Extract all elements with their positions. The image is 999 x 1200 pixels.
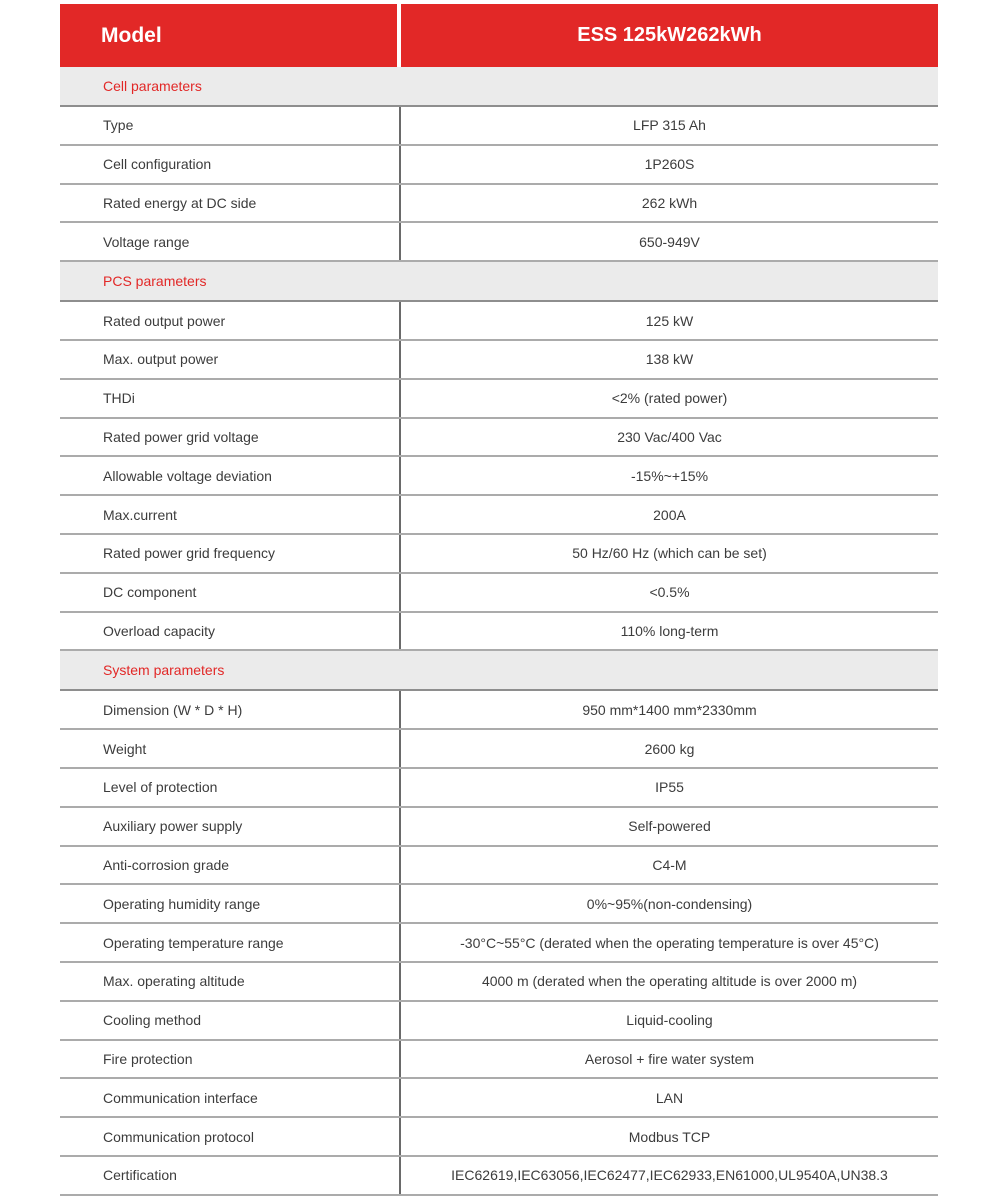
row-label: Rated power grid voltage xyxy=(103,428,259,445)
row-value-cell xyxy=(401,223,938,260)
row-label: Allowable voltage deviation xyxy=(103,467,272,484)
table-row-rated-output-power xyxy=(60,302,938,341)
row-label-cell xyxy=(60,1002,401,1039)
row-label-cell xyxy=(60,885,401,922)
row-value-cell xyxy=(401,730,938,767)
row-label: Voltage range xyxy=(103,233,190,250)
row-label-cell xyxy=(60,1118,401,1155)
row-label: Cell configuration xyxy=(103,156,212,173)
row-label: Cooling method xyxy=(103,1012,202,1029)
row-label: Max. output power xyxy=(103,351,219,368)
table-row-rated-power-grid-voltage xyxy=(60,419,938,458)
row-label-cell xyxy=(60,808,401,845)
row-value: <0.5% xyxy=(649,584,690,601)
row-value: 1P260S xyxy=(644,156,695,173)
row-label-cell xyxy=(60,419,401,456)
row-label: Anti-corrosion grade xyxy=(103,856,230,873)
row-value: -15%~+15% xyxy=(630,467,709,484)
row-value: 262 kWh xyxy=(641,194,698,211)
row-value: 4000 m (derated when the operating altitude is over 2000 m) xyxy=(481,973,858,990)
table-row-voltage-range xyxy=(60,223,938,262)
row-value-cell xyxy=(401,185,938,222)
row-label-cell xyxy=(60,963,401,1000)
header-product-name: ESS 125kW262kWh xyxy=(577,24,762,46)
row-label: Communication interface xyxy=(103,1089,258,1106)
row-label-cell xyxy=(60,1041,401,1078)
row-label-cell xyxy=(60,1157,401,1194)
header-model-label: Model xyxy=(101,23,162,47)
section-title: PCS parameters xyxy=(103,273,207,290)
row-label-cell xyxy=(60,496,401,533)
row-value: C4-M xyxy=(652,856,687,873)
table-row-communication-interface xyxy=(60,1079,938,1118)
row-value: Aerosol + fire water system xyxy=(584,1050,755,1067)
section-title: Cell parameters xyxy=(103,78,202,94)
table-row-auxiliary-power-supply xyxy=(60,808,938,847)
row-value-cell xyxy=(401,1041,938,1078)
row-value: LAN xyxy=(655,1089,684,1106)
row-value: <2% (rated power) xyxy=(611,390,728,407)
row-value: 200A xyxy=(653,506,686,523)
table-row-max-operating-altitude xyxy=(60,963,938,1002)
row-value-cell xyxy=(401,691,938,728)
row-label-cell xyxy=(60,613,401,650)
row-label: THDi xyxy=(103,390,135,407)
spec-table xyxy=(60,4,938,1196)
row-label-cell xyxy=(60,380,401,417)
row-label: Certification xyxy=(103,1167,177,1184)
row-label: Weight xyxy=(103,740,147,757)
table-body xyxy=(60,67,938,1196)
section-header-system-parameters xyxy=(60,651,938,691)
row-label-cell xyxy=(60,1079,401,1116)
table-row-operating-temperature-range xyxy=(60,924,938,963)
row-value-cell xyxy=(401,535,938,572)
row-label-cell xyxy=(60,535,401,572)
row-label: Dimension (W * D * H) xyxy=(103,701,243,718)
row-label-cell xyxy=(60,457,401,494)
row-label: Operating humidity range xyxy=(103,895,261,912)
table-header xyxy=(60,4,938,67)
row-label: Level of protection xyxy=(103,779,218,796)
row-value-cell xyxy=(401,419,938,456)
row-label-cell xyxy=(60,924,401,961)
row-value: IP55 xyxy=(655,779,684,796)
row-label-cell xyxy=(60,691,401,728)
row-value-cell xyxy=(401,613,938,650)
row-label: Operating temperature range xyxy=(103,934,284,951)
row-label-cell xyxy=(60,302,401,339)
row-value-cell xyxy=(401,146,938,183)
row-label-cell xyxy=(60,730,401,767)
row-label: Auxiliary power supply xyxy=(103,818,243,835)
section-header-cell-parameters xyxy=(60,67,938,107)
table-row-level-of-protection xyxy=(60,769,938,808)
row-value: LFP 315 Ah xyxy=(633,117,706,134)
row-value: -30°C~55°C (derated when the operating temperature is over 45°C) xyxy=(460,934,879,951)
table-row-type xyxy=(60,107,938,146)
table-row-dc-component xyxy=(60,574,938,613)
table-row-rated-power-grid-frequency xyxy=(60,535,938,574)
row-label-cell xyxy=(60,223,401,260)
row-value-cell xyxy=(401,302,938,339)
row-label: Overload capacity xyxy=(103,622,216,639)
row-label-cell xyxy=(60,146,401,183)
row-value: Self-powered xyxy=(628,818,711,835)
section-title: System parameters xyxy=(103,662,225,679)
row-label-cell xyxy=(60,341,401,378)
row-value-cell xyxy=(401,885,938,922)
row-value-cell xyxy=(401,1157,938,1194)
row-value-cell xyxy=(401,457,938,494)
row-value: IEC62619,IEC63056,IEC62477,IEC62933,EN61000,UL9540A,UN38.3 xyxy=(451,1167,888,1184)
table-row-allowable-voltage-deviation xyxy=(60,457,938,496)
row-value: Liquid-cooling xyxy=(626,1012,713,1029)
row-value: 125 kW xyxy=(645,312,694,329)
row-value: 2600 kg xyxy=(644,740,695,757)
row-label: Type xyxy=(103,117,134,134)
header-product-cell xyxy=(401,4,938,67)
row-value: 50 Hz/60 Hz (which can be set) xyxy=(572,545,767,562)
row-label-cell xyxy=(60,574,401,611)
row-value: 0%~95%(non-condensing) xyxy=(586,895,753,912)
table-row-cooling-method xyxy=(60,1002,938,1041)
row-value: 110% long-term xyxy=(620,622,719,639)
header-model-cell xyxy=(60,4,401,67)
row-value-cell xyxy=(401,769,938,806)
row-label: Max. operating altitude xyxy=(103,973,245,990)
row-value-cell xyxy=(401,963,938,1000)
row-label-cell xyxy=(60,769,401,806)
table-row-anti-corrosion-grade xyxy=(60,847,938,886)
row-value-cell xyxy=(401,1002,938,1039)
row-value-cell xyxy=(401,808,938,845)
row-value-cell xyxy=(401,1079,938,1116)
section-header-pcs-parameters xyxy=(60,262,938,302)
table-row-certification xyxy=(60,1157,938,1196)
row-value-cell xyxy=(401,380,938,417)
row-value-cell xyxy=(401,847,938,884)
row-value-cell xyxy=(401,496,938,533)
table-row-thdi xyxy=(60,380,938,419)
row-value: 138 kW xyxy=(645,351,694,368)
row-label: Max.current xyxy=(103,506,177,523)
table-row-operating-humidity-range xyxy=(60,885,938,924)
row-label-cell xyxy=(60,847,401,884)
table-row-communication-protocol xyxy=(60,1118,938,1157)
row-value: 650-949V xyxy=(639,233,700,250)
row-value-cell xyxy=(401,924,938,961)
table-row-cell-configuration xyxy=(60,146,938,185)
row-label: DC component xyxy=(103,584,197,601)
table-row-dimension-w-d-h xyxy=(60,691,938,730)
row-label: Communication protocol xyxy=(103,1128,254,1145)
table-row-rated-energy-at-dc-side xyxy=(60,185,938,224)
row-value-cell xyxy=(401,574,938,611)
row-label-cell xyxy=(60,107,401,144)
row-value-cell xyxy=(401,341,938,378)
row-value-cell xyxy=(401,1118,938,1155)
row-label: Rated output power xyxy=(103,312,226,329)
row-value: 230 Vac/400 Vac xyxy=(617,428,722,445)
table-row-max-output-power xyxy=(60,341,938,380)
row-label: Rated power grid frequency xyxy=(103,545,275,562)
table-row-fire-protection xyxy=(60,1041,938,1080)
row-label-cell xyxy=(60,185,401,222)
row-value: Modbus TCP xyxy=(628,1128,711,1145)
row-label: Fire protection xyxy=(103,1050,193,1067)
row-value-cell xyxy=(401,107,938,144)
table-row-overload-capacity xyxy=(60,613,938,652)
table-row-max-current xyxy=(60,496,938,535)
row-label: Rated energy at DC side xyxy=(103,194,257,211)
table-row-weight xyxy=(60,730,938,769)
row-value: 950 mm*1400 mm*2330mm xyxy=(582,701,757,718)
